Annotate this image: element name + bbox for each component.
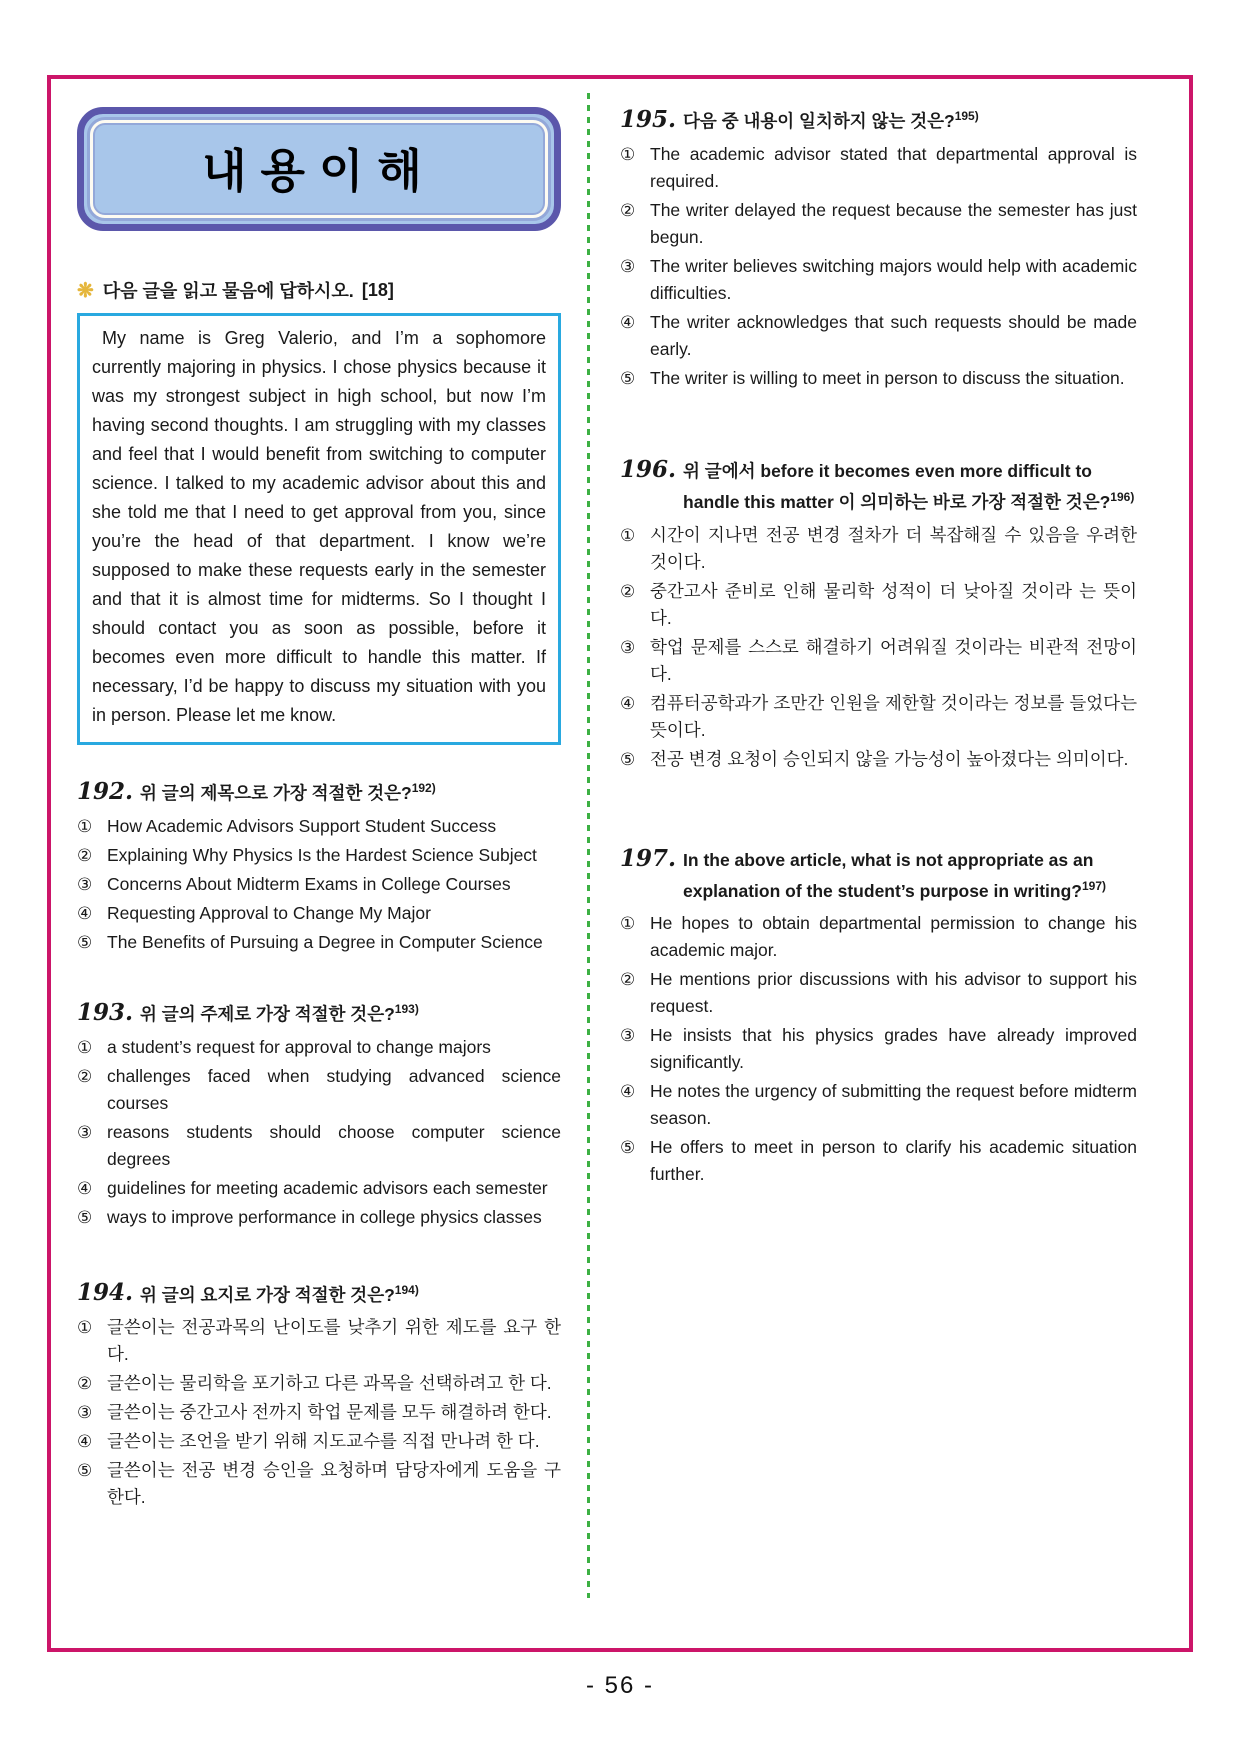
option-text: How Academic Advisors Support Student Success <box>107 815 497 836</box>
question-header <box>620 103 1137 134</box>
option-1 <box>77 813 561 840</box>
option-5 <box>620 1134 1137 1188</box>
option-2 <box>620 966 1137 1020</box>
option-4 <box>77 1428 561 1455</box>
question-header <box>77 1277 561 1308</box>
option-marker: ⑤ <box>620 1138 636 1158</box>
option-text: He insists that his physics grades have already improved significantly. <box>650 1025 1137 1073</box>
question-197 <box>620 845 1137 1189</box>
question-stem-text: In the above article, what is not appropriate as an explanation of the student’s purpose in writing? <box>683 849 1094 901</box>
question-stem-text: 위 글에서 before it becomes even more difficult to handle this matter 이 의미하는 바로 가장 적절한 것은? <box>683 460 1111 512</box>
option-text: 중간고사 준비로 인해 물리학 성적이 더 낮아질 것이라 는 뜻이다. <box>650 580 1137 628</box>
question-stem <box>683 103 979 134</box>
option-1 <box>620 910 1137 964</box>
option-5 <box>620 365 1137 392</box>
question-ref: 197) <box>1081 878 1107 893</box>
instruction-range: [18] <box>361 279 394 300</box>
option-marker: ⑤ <box>77 1207 93 1227</box>
question-header <box>77 775 561 806</box>
flower-icon: ❋ <box>77 279 94 302</box>
question-ref: 194) <box>394 1282 419 1297</box>
option-3 <box>77 1399 561 1426</box>
passage-text: My name is Greg Valerio, and I’m a sophomore currently majoring in physics. I chose physics because it was my strongest subject in high school, but now I’m having second thoughts. I am struggling with my classes and feel that I would benefit from switching to computer science. I talked to my academic advisor about this and she told me that I need to get approval from you, since you’re the head of that department. I know we’re supposed to make these requests early in the semester and that it is almost time for midterms. So I thought I should contact you as soon as possible, before it becomes even more difficult to handle this matter. If necessary, I’d be happy to discuss my situation with you in person. Please let me know. <box>92 328 546 725</box>
question-stem-text: 위 글의 주제로 가장 적절한 것은? <box>140 1003 395 1024</box>
option-1 <box>77 1314 561 1368</box>
option-marker: ② <box>77 1374 93 1394</box>
option-marker: ② <box>620 581 636 601</box>
option-marker: ④ <box>77 1178 93 1198</box>
question-ref: 193) <box>394 1001 419 1016</box>
option-marker: ④ <box>620 693 636 713</box>
option-text: He mentions prior discussions with his advisor to support his request. <box>650 969 1137 1017</box>
instruction-line <box>77 277 561 303</box>
title-banner-ring <box>87 117 551 221</box>
option-text: challenges faced when studying advanced science courses <box>107 1065 561 1113</box>
option-text: He offers to meet in person to clarify his academic situation further. <box>650 1137 1137 1185</box>
option-text: Explaining Why Physics Is the Hardest Science Subject <box>107 844 537 865</box>
question-196 <box>620 456 1137 773</box>
option-marker: ② <box>77 845 93 865</box>
option-text: The writer believes switching majors would help with academic difficulties. <box>650 255 1137 303</box>
question-193 <box>77 996 561 1231</box>
option-text: reasons students should choose computer science degrees <box>107 1121 561 1169</box>
option-marker: ① <box>620 914 636 934</box>
option-text: The writer is willing to meet in person to discuss the situation. <box>650 367 1125 388</box>
option-text: 컴퓨터공학과가 조만간 인원을 제한할 것이라는 정보를 들었다는 뜻이다. <box>650 692 1137 740</box>
option-text: Concerns About Midterm Exams in College Courses <box>107 873 511 894</box>
question-ref: 195) <box>954 109 979 123</box>
option-4 <box>620 1078 1137 1132</box>
option-3 <box>620 1022 1137 1076</box>
instruction-text: 다음 글을 읽고 물음에 답하시오. <box>102 281 354 301</box>
question-stem-text: 위 글의 제목으로 가장 적절한 것은? <box>140 782 412 803</box>
option-marker: ④ <box>620 1082 636 1102</box>
question-stem <box>140 775 436 806</box>
option-marker: ① <box>620 525 636 545</box>
option-marker: ① <box>620 144 636 164</box>
question-192 <box>77 775 561 956</box>
option-marker: ① <box>77 1318 93 1338</box>
question-header <box>620 456 1137 515</box>
option-text: guidelines for meeting academic advisors each semester <box>107 1177 548 1198</box>
option-marker: ④ <box>620 312 636 332</box>
right-column <box>590 75 1193 1652</box>
option-text: a student’s request for approval to change majors <box>107 1036 491 1057</box>
option-marker: ① <box>77 1037 93 1057</box>
option-text: The Benefits of Pursuing a Degree in Computer Science <box>107 931 543 952</box>
option-2 <box>77 1063 561 1117</box>
question-stem-text: 위 글의 요지로 가장 적절한 것은? <box>140 1284 395 1305</box>
option-1 <box>620 522 1137 576</box>
option-3 <box>77 1119 561 1173</box>
question-header <box>620 845 1137 904</box>
question-number: 196. <box>620 455 677 483</box>
option-marker: ④ <box>77 903 93 923</box>
option-text: The academic advisor stated that departmental approval is required. <box>650 143 1137 191</box>
option-marker: ③ <box>620 637 636 657</box>
option-marker: ③ <box>77 1403 93 1423</box>
question-ref: 196) <box>1110 489 1135 504</box>
question-stem <box>683 458 1137 515</box>
option-5 <box>77 1457 561 1511</box>
option-marker: ② <box>620 200 636 220</box>
left-column <box>47 75 587 1652</box>
option-4 <box>620 309 1137 363</box>
option-marker: ③ <box>620 256 636 276</box>
option-text: ways to improve performance in college physics classes <box>107 1206 542 1227</box>
title-banner-fill <box>93 123 545 215</box>
title-banner <box>77 107 561 231</box>
question-number: 195. <box>620 105 677 133</box>
option-marker: ④ <box>77 1432 93 1452</box>
option-marker: ⑤ <box>620 749 636 769</box>
option-marker: ① <box>77 816 93 836</box>
option-text: He notes the urgency of submitting the request before midterm season. <box>650 1081 1137 1129</box>
option-marker: ③ <box>77 874 93 894</box>
option-text: 전공 변경 요청이 승인되지 않을 가능성이 높아졌다는 의미이다. <box>650 748 1129 769</box>
option-3 <box>77 871 561 898</box>
question-stem <box>683 847 1137 904</box>
option-3 <box>620 253 1137 307</box>
option-text: 학업 문제를 스스로 해결하기 어려워질 것이라는 비관적 전망이다. <box>650 636 1137 684</box>
question-number: 194. <box>77 1279 134 1307</box>
option-4 <box>77 900 561 927</box>
question-number: 197. <box>620 844 677 872</box>
option-text: He hopes to obtain departmental permission to change his academic major. <box>650 913 1137 961</box>
option-marker: ⑤ <box>77 1461 93 1481</box>
question-header <box>77 996 561 1027</box>
option-marker: ② <box>620 970 636 990</box>
option-marker: ⑤ <box>620 368 636 388</box>
option-4 <box>77 1175 561 1202</box>
option-2 <box>77 1370 561 1397</box>
question-number: 193. <box>77 998 134 1026</box>
option-text: 글쓴이는 전공과목의 난이도를 낮추기 위한 제도를 요구 한다. <box>107 1317 561 1365</box>
page-title: 내용이해 <box>202 145 436 197</box>
page-content <box>47 75 1193 1652</box>
option-1 <box>77 1034 561 1061</box>
passage-box <box>77 313 561 745</box>
question-stem <box>140 1277 419 1308</box>
question-195 <box>620 103 1137 392</box>
question-number: 192. <box>77 777 134 805</box>
option-5 <box>620 746 1137 773</box>
option-text: 글쓴이는 조언을 받기 위해 지도교수를 직접 만나려 한 다. <box>107 1431 540 1452</box>
question-stem <box>140 996 419 1027</box>
option-text: The writer acknowledges that such requests should be made early. <box>650 311 1137 359</box>
option-text: 글쓴이는 전공 변경 승인을 요청하며 담당자에게 도움을 구한다. <box>107 1460 561 1508</box>
question-ref: 192) <box>411 781 436 795</box>
option-1 <box>620 141 1137 195</box>
option-text: 시간이 지나면 전공 변경 절차가 더 복잡해질 수 있음을 우려한 것이다. <box>650 524 1137 572</box>
option-text: 글쓴이는 중간고사 전까지 학업 문제를 모두 해결하려 한다. <box>107 1402 552 1423</box>
option-marker: ⑤ <box>77 932 93 952</box>
option-marker: ③ <box>620 1026 636 1046</box>
option-text: Requesting Approval to Change My Major <box>107 902 431 923</box>
option-4 <box>620 690 1137 744</box>
option-5 <box>77 929 561 956</box>
option-text: 글쓴이는 물리학을 포기하고 다른 과목을 선택하려고 한 다. <box>107 1373 552 1394</box>
question-194 <box>77 1277 561 1512</box>
question-stem-text: 다음 중 내용이 일치하지 않는 것은? <box>683 110 955 131</box>
option-5 <box>77 1204 561 1231</box>
page-number: - 56 - <box>585 1672 654 1699</box>
option-2 <box>620 578 1137 632</box>
option-text: The writer delayed the request because the semester has just begun. <box>650 199 1137 247</box>
option-marker: ③ <box>77 1122 93 1142</box>
option-2 <box>620 197 1137 251</box>
option-2 <box>77 842 561 869</box>
option-marker: ② <box>77 1066 93 1086</box>
option-3 <box>620 634 1137 688</box>
